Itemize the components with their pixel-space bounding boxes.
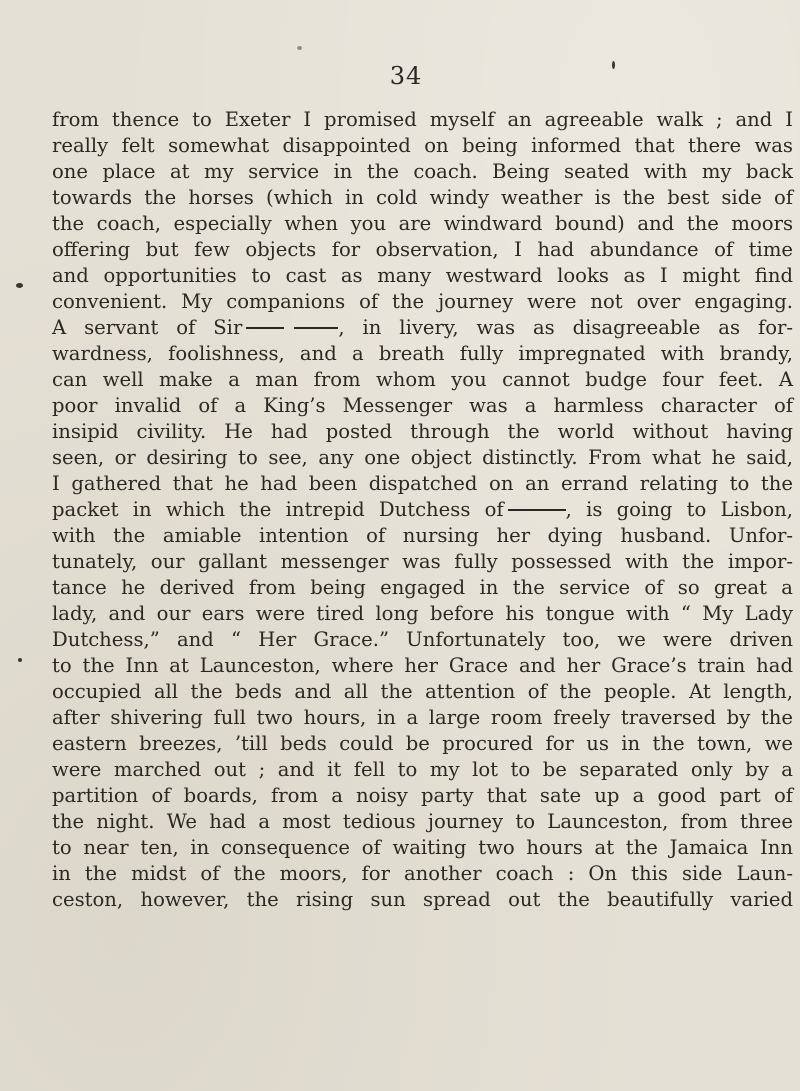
text-line: Dutchess,” and “ Her Grace.” Unfortunately too, we were driven [52, 628, 793, 651]
text-line: insipid civility. He had posted through the world without having [52, 420, 793, 443]
name-omission-dash [294, 327, 338, 329]
text-line: to the Inn at Launceston, where her Grace and her Grace’s train had [52, 654, 793, 677]
text-line: ceston, however, the rising sun spread out the beautifully varied [52, 888, 793, 911]
text-line: the night. We had a most tedious journey to Launceston, from three [52, 810, 793, 833]
text-line: tunately, our gallant messenger was fully possessed with the impor- [52, 550, 793, 573]
text-line: eastern breezes, ’till beds could be procured for us in the town, we [52, 732, 793, 755]
servant-line-start: A servant of Sir [52, 316, 243, 339]
packet-line-start: packet in which the intrepid Dutchess of [52, 498, 504, 521]
text-line: after shivering full two hours, in a large room freely traversed by the [52, 706, 793, 729]
text-line: one place at my service in the coach. Being seated with my back [52, 160, 793, 183]
ink-speck [612, 61, 615, 69]
text-line: wardness, foolishness, and a breath fully impregnated with brandy, [52, 342, 793, 365]
text-line: towards the horses (which in cold windy weather is the best side of [52, 186, 793, 209]
text-line: tance he derived from being engaged in the service of so great a [52, 576, 793, 599]
text-line: I gathered that he had been dispatched on an errand relating to the [52, 472, 793, 495]
text-line: lady, and our ears were tired long before his tongue with “ My Lady [52, 602, 793, 625]
text-line-servant [52, 315, 793, 341]
text-line: in the midst of the moors, for another coach : On this side Laun- [52, 862, 793, 885]
ink-speck [297, 46, 302, 50]
text-line: from thence to Exeter I promised myself an agreeable walk ; and I [52, 108, 793, 131]
text-line: and opportunities to cast as many westward looks as I might find [52, 264, 793, 287]
text-line: the coach, especially when you are windward bound) and the moors [52, 212, 793, 235]
text-line: partition of boards, from a noisy party that sate up a good part of [52, 784, 793, 807]
name-omission-dash [246, 327, 284, 329]
text-line: occupied all the beds and all the attention of the people. At length, [52, 680, 793, 703]
text-line: convenient. My companions of the journey were not over engaging. [52, 290, 793, 313]
body-text [52, 107, 793, 913]
text-line: offering but few objects for observation, I had abundance of time [52, 238, 793, 261]
text-line: really felt somewhat disappointed on being informed that there was [52, 134, 793, 157]
ink-speck [18, 658, 22, 662]
text-line-packet [52, 497, 793, 523]
text-line: were marched out ; and it fell to my lot to be separated only by a [52, 758, 793, 781]
ink-speck [16, 283, 23, 288]
text-line: with the amiable intention of nursing her dying husband. Unfor- [52, 524, 793, 547]
page-number: 34 [389, 62, 423, 90]
packet-line-end: , is going to Lisbon, [565, 498, 794, 521]
text-line: poor invalid of a King’s Messenger was a harmless character of [52, 394, 793, 417]
text-line: seen, or desiring to see, any one object distinctly. From what he said, [52, 446, 793, 469]
name-omission-dash [508, 509, 566, 511]
text-line: to near ten, in consequence of waiting two hours at the Jamaica Inn [52, 836, 793, 859]
text-line: can well make a man from whom you cannot budge four feet. A [52, 368, 793, 391]
servant-line-end: , in livery, was as disagreeable as for- [338, 316, 793, 339]
